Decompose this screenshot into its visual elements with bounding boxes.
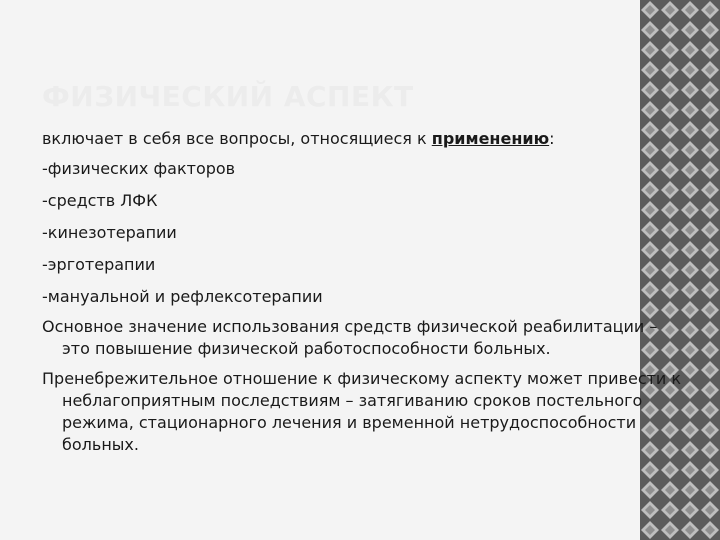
slide-body [42, 128, 682, 466]
paragraph-main-purpose: Основное значение использования средств физической реабилитации – это повышение физической работоспособности больных. [42, 317, 658, 358]
list-item: -физических факторов [42, 159, 236, 178]
list-item: -средств ЛФК [42, 191, 158, 210]
intro-line [42, 128, 682, 150]
list-item: -мануальной и рефлексотерапии [42, 287, 323, 306]
intro-suffix: : [549, 129, 555, 148]
list-item: -кинезотерапии [42, 223, 177, 242]
slide-title: ФИЗИЧЕСКИЙ АСПЕКТ [42, 80, 414, 113]
intro-emphasis: применению [431, 129, 550, 148]
intro-text: включает в себя все вопросы, относящиеся к [42, 129, 432, 148]
paragraph-consequences: Пренебрежительное отношение к физическому аспекту может привести к неблагоприятным последствиям – затягиванию сроков постельного режима, стационарного лечения и временной нетрудоспособности больных. [42, 369, 682, 454]
list-item: -эрготерапии [42, 255, 156, 274]
